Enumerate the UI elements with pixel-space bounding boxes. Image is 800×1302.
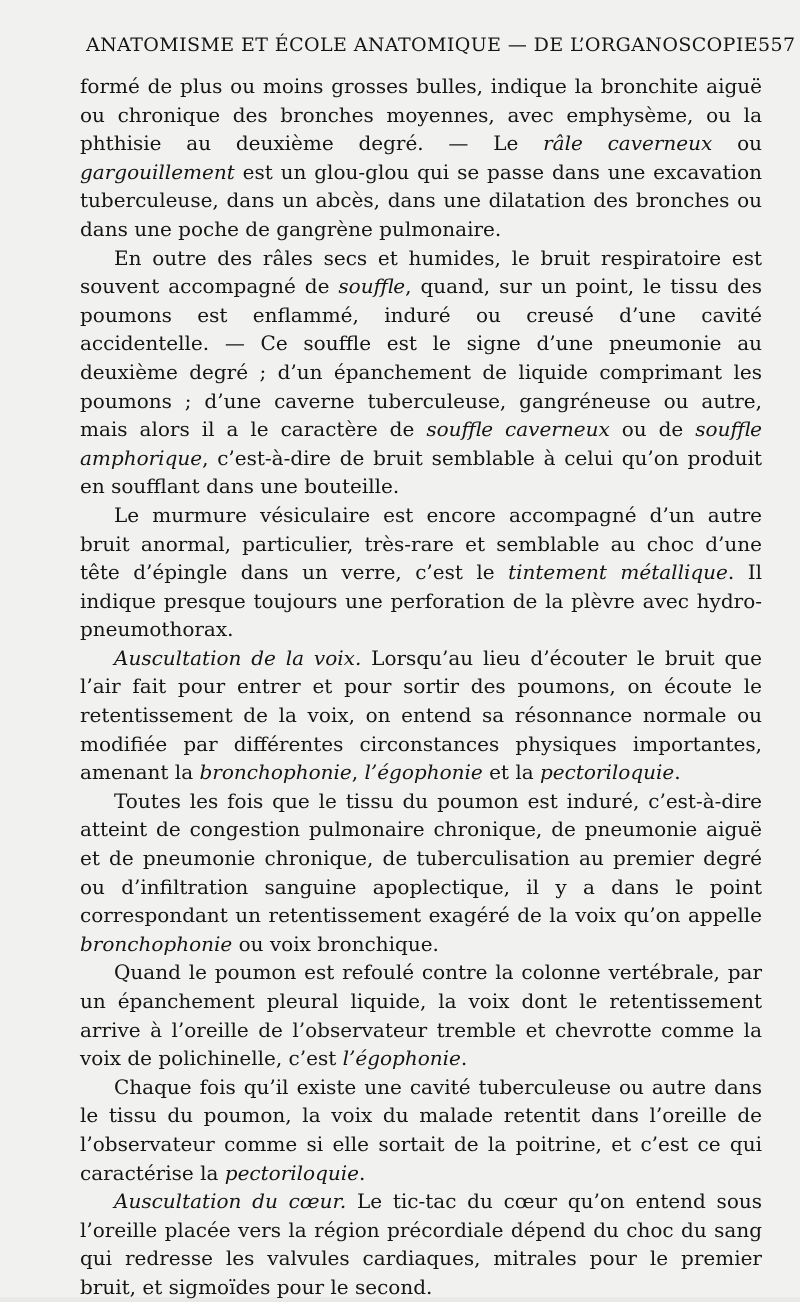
- text-run: et la: [482, 760, 540, 785]
- paragraph-auscultation-coeur: [80, 1187, 762, 1301]
- italic-term: tintement métallique: [508, 560, 728, 585]
- text-run: formé de plus ou moins grosses bulles, indique la bronchite aiguë ou chronique des bronches moyennes, avec emphysème, ou la phthisie au deuxième degré. — Le: [80, 74, 762, 156]
- paragraph-egophonie: [80, 958, 762, 1072]
- text-run: .: [460, 1046, 468, 1071]
- italic-term: pectoriloquie: [540, 760, 675, 785]
- text-run: . Il indique presque toujours une perforation de la plèvre avec hydro-pneumothorax.: [80, 560, 763, 642]
- text-run: Quand le poumon est refoulé contre la colonne vertébrale, par un épanchement pleural liquide, la voix dont le retentissement arrive à l’oreille de l’observateur tremble et chevrotte comme la voix de polichinelle, c’est: [80, 960, 762, 1071]
- paragraph-rale-caverneux: [80, 72, 762, 244]
- paragraph-bronchophonie: [80, 787, 762, 959]
- running-header: [86, 34, 796, 56]
- text-run: .: [674, 760, 681, 785]
- italic-term: gargouillement: [80, 159, 235, 184]
- italic-term: souffle caverneux: [426, 417, 610, 442]
- italic-term: l’égophonie: [342, 1046, 461, 1071]
- body-text: [80, 72, 762, 1302]
- running-title: ANATOMISME ET ÉCOLE ANATOMIQUE — DE L’ORGANOSCOPIE: [86, 34, 759, 56]
- italic-term: souffle amphorique: [80, 417, 763, 470]
- italic-term: souffle: [338, 274, 406, 299]
- text-run: En outre des râles secs et humides, le bruit respiratoire est souvent accompagné de: [80, 245, 762, 299]
- section-heading-italic: Auscultation de la voix.: [114, 645, 362, 670]
- text-run: est un glou-glou qui se passe dans une excavation tuberculeuse, dans un abcès, dans une dilatation des bronches ou dans une poche de gangrène pulmonaire.: [80, 159, 762, 241]
- text-run: Le tic-tac du cœur qu’on entend sous l’oreille placée vers la région précordiale dépend du choc du sang qui redresse les valvules cardiaques, mitrales pour le premier bruit, et sigmoïdes pour le second.: [80, 1189, 763, 1299]
- text-run: Le murmure vésiculaire est encore accompagné d’un autre bruit anormal, particulier, très-rare et semblable au choc d’une tête d’épingle dans un verre, c’est le: [80, 502, 762, 585]
- italic-term: bronchophonie: [80, 931, 233, 956]
- italic-term: pectoriloquie: [224, 1160, 360, 1185]
- text-run: , c’est-à-dire de bruit semblable à celui qu’on produit en soufflant dans une bouteille.: [80, 445, 762, 499]
- section-heading-italic: Auscultation du cœur.: [114, 1189, 347, 1214]
- text-run: ,: [351, 760, 365, 785]
- paragraph-tintement: [80, 501, 762, 644]
- text-run: Chaque fois qu’il existe une cavité tuberculeuse ou autre dans le tissu du poumon, la voix du malade retentit dans l’oreille de l’observateur comme si elle sortait de la poitrine, et c’est ce qui caractérise la: [80, 1074, 762, 1185]
- italic-term: l’égophonie: [364, 760, 483, 785]
- text-run: ou voix bronchique.: [232, 931, 439, 956]
- text-run: , quand, sur un point, le tissu des poumons est enflammé, induré ou creusé d’une cavité accidentelle. — Ce souffle est le signe d’une pneumonie au deuxième degré ; d’un épanchement de liquide comprimant les poumons ; d’une caverne tuberculeuse, gangréneuse ou autre, mais alors il a le caractère de: [80, 274, 762, 442]
- text-run: .: [359, 1160, 366, 1185]
- paragraph-pectoriloquie: [80, 1073, 762, 1187]
- page-number: 557: [758, 34, 796, 56]
- paragraph-auscultation-voix: [80, 644, 762, 787]
- paragraph-souffle: [80, 244, 762, 501]
- italic-term: râle caverneux: [543, 131, 713, 156]
- italic-term: bronchophonie: [199, 760, 352, 785]
- text-run: ou: [712, 131, 763, 156]
- text-run: ou de: [609, 417, 696, 442]
- text-run: Lorsqu’au lieu d’écouter le bruit que l’air fait pour entrer et pour sortir des poumons, on écoute le retentissement de la voix, on entend sa résonnance normale ou modifiée par différentes circonstances physiques importantes, amenant la: [80, 645, 762, 785]
- text-run: Toutes les fois que le tissu du poumon est induré, c’est-à-dire atteint de congestion pulmonaire chronique, de pneumonie aiguë et de pneumonie chronique, de tuberculisation au premier degré ou d’infiltration sanguine apoplectique, il y a dans le point correspondant un retentissement exagéré de la voix qu’on appelle: [80, 788, 762, 928]
